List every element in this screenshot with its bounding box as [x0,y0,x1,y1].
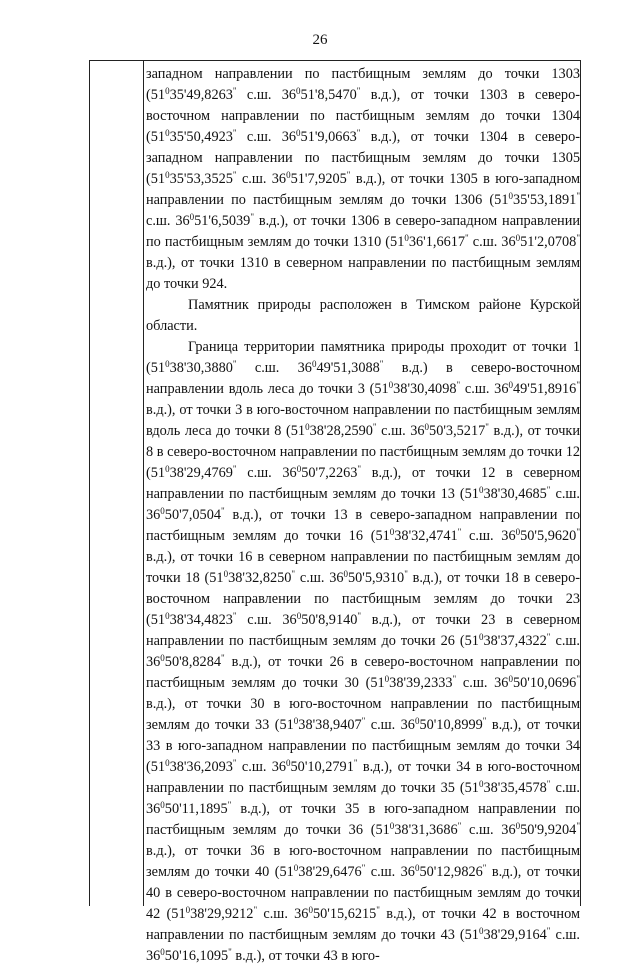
boundary-paragraph-continued: западном направлении по пастбищным землям до точки 1303 ($51^035'49,8263^"$ с.ш. $36^051'8,5470^"$ в.д.), от точки 1303 в северо-восточном направлении по пастбищным землям до точки 1304 ($51^035'50,4923^"$ с.ш. $36^051'9,0663^"$ в.д.), от точки 1304 в северо-западном направлении по пастбищным землям до точки 1305 ($51^035'53,3525^"$ с.ш. $36^051'7,9205^"$ в.д.), от точки 1305 в юго-западном направлении по пастбищным землям до точки 1306 ($51^035'53,1891^"$ с.ш. $36^051'6,5039^"$ в.д.), от точки 1306 в северо-западном направлении по пастбищным землям до точки 1310 ($51^036'1,6617^"$ с.ш. $36^051'2,0708^"$ в.д.), от точки 1310 в северном направлении по пастбищным землям до точки 924. [146,66,580,292]
table-right-border [580,61,581,906]
boundary-paragraph: Граница территории памятника природы проходит от точки 1 ($51^038'30,3880^"$ с.ш. $36^049'51,3088^"$ в.д.) в северо-восточном направлении вдоль леса до точки 3 ($51^038'30,4098^"$ с.ш. $36^049'51,8916^"$ в.д.), от точки 3 в юго-восточном направлении по пастбищным землям вдоль леса до точки 8 ($51^038'28,2590^"$ с.ш. $36^050'3,5217^"$ в.д.), от точки 8 в северо-восточном направлении по пастбищным землям до точки 12 ($51^038'29,4769^"$ с.ш. $36^050'7,2263^"$ в.д.), от точки 12 в северном направлении по пастбищным землям до точки 13 ($51^038'30,4685^"$ с.ш. $36^050'7,0504^"$ в.д.), от точки 13 в северо-западном направлении по пастбищным землям до точки 16 ($51^038'32,4741^"$ с.ш. $36^050'5,9620^"$ в.д.), от точки 16 в северном направлении по пастбищным землям до точки 18 ($51^038'32,8250^"$ с.ш. $36^050'5,9310^"$ в.д.), от точки 18 в северо-восточном направлении по пастбищным землям до точки 23 ($51^038'34,4823^"$ с.ш. $36^050'8,9140^"$ в.д.), от точки 23 в северном направлении по пастбищным землям до точки 26 ($51^038'37,4322^"$ с.ш. $36^050'8,8284^"$ в.д.), от точки 26 в северо-восточном направлении по пастбищным землям до точки 30 ($51^038'39,2333^"$ с.ш. $36^050'10,0696^"$ в.д.), от точки 30 в юго-восточном направлении по пастбищным землям до точки 33 ($51^038'38,9407^"$ с.ш. $36^050'10,8999^"$ в.д.), от точки 33 в юго-западном направлении по пастбищным землям до точки 34 ($51^038'36,2093^"$ с.ш. $36^050'10,2791^"$ в.д.), от точки 34 в юго-восточном направлении по пастбищным землям до точки 35 ($51^038'35,4578^"$ с.ш. $36^050'11,1895^"$ в.д.), от точки 35 в юго-западном направлении по пастбищным землям до точки 36 ($51^038'31,3686^"$ с.ш. $36^050'9,9204^"$ в.д.), от точки 36 в юго-восточном направлении по пастбищным землям до точки 40 ($51^038'29,6476^"$ с.ш. $36^050'12,9826^"$ в.д.), от точки 40 в северо-восточном направлении по пастбищным землям до точки 42 ($51^038'29,9212^"$ с.ш. $36^050'15,6215^"$ в.д.), от точки 42 в восточном направлении по пастбищным землям до точки 43 ($51^038'29,9164^"$ с.ш. $36^050'16,1095^"$ в.д.), от точки 43 в юго- [146,339,581,964]
page-number: 26 [312,32,328,48]
location-paragraph: Памятник природы расположен в Тимском районе Курской области. [146,297,580,334]
description-cell [146,64,580,967]
table-column-divider [143,61,144,906]
table-left-border [89,61,90,906]
